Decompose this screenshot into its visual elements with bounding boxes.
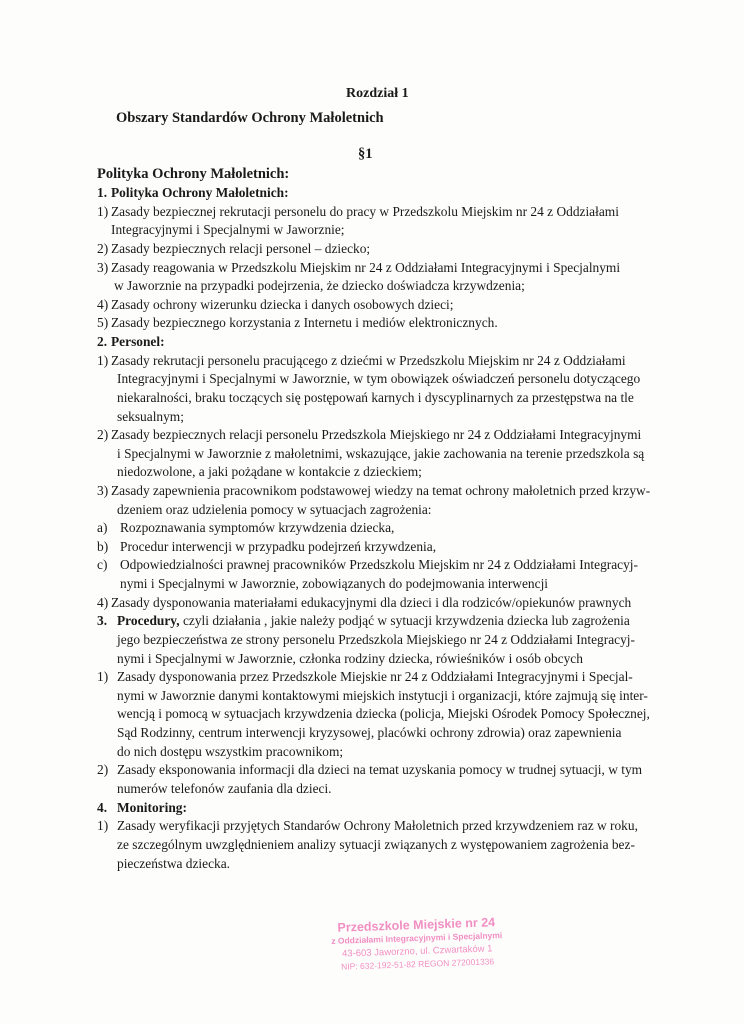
text-line	[111, 483, 650, 499]
text-line	[111, 241, 370, 257]
text-line	[117, 688, 648, 704]
text-line	[120, 539, 436, 555]
list-marker: c)	[97, 557, 108, 572]
stamp-ids: NIP: 632-192-51-82 REGON 272001336	[340, 956, 495, 972]
list-marker: 3)	[97, 260, 109, 275]
text-line	[111, 260, 620, 276]
line-text: numerów telefonów zaufania dla dzieci.	[117, 781, 332, 796]
line-text: niekaralności, braku toczących się postępowań karnych i dyscyplinarnych za przestępstwa na tle	[117, 390, 634, 405]
line-text: Zasady ochrony wizerunku dziecka i danych osobowych dzieci;	[111, 297, 454, 312]
line-text: dzeniem oraz udzielenia pomocy w sytuacjach zagrożenia:	[117, 502, 432, 517]
line-text: Zasady bezpiecznych relacji personel – dziecko;	[111, 241, 371, 256]
line-text: Zasady bezpiecznej rekrutacji personelu do pracy w Przedszkolu Miejskim nr 24 z Oddziałami	[111, 204, 619, 219]
text-line	[117, 632, 635, 648]
text-line	[117, 390, 634, 406]
line-text: Personel:	[111, 334, 165, 349]
list-marker: 2)	[97, 241, 109, 256]
text-line	[111, 315, 498, 331]
text-line	[117, 613, 630, 629]
line-text: Rozpoznawania symptomów krzywdzenia dziecka,	[120, 520, 395, 535]
stamp-address: 43-603 Jaworzno, ul. Czwartaków 1	[341, 943, 493, 960]
institution-stamp	[321, 916, 513, 975]
line-text: Integracyjnymi i Specjalnymi w Jaworznie, w tym obowiązek oświadczeń personelu dotyczącego	[117, 371, 641, 386]
text-line	[117, 818, 638, 834]
line-text: do nich dostępu wszystkim pracownikom;	[117, 744, 344, 759]
text-line	[117, 781, 332, 797]
text-line	[120, 557, 638, 573]
list-marker: 1)	[97, 669, 109, 684]
document-title: Obszary Standardów Ochrony Małoletnich	[116, 110, 384, 126]
list-marker: 2)	[97, 427, 109, 442]
list-marker: 3)	[97, 483, 109, 498]
section-title: Polityka Ochrony Małoletnich:	[97, 166, 290, 182]
text-line	[117, 464, 422, 480]
text-line	[111, 222, 345, 238]
text-line	[114, 278, 525, 294]
text-line	[120, 576, 548, 592]
line-text: Zasady eksponowania informacji dla dzieci na temat uzyskania pomocy w trudnej sytuacji, w tym	[117, 762, 643, 777]
line-text: Odpowiedzialności prawnej pracowników Przedszkolu Miejskim nr 24 z Oddziałami Integracyj-	[120, 557, 638, 572]
list-marker: a)	[97, 520, 108, 535]
text-line	[111, 297, 453, 313]
text-line	[111, 334, 165, 350]
line-text: w Jaworznie na przypadki podejrzenia, że dziecko doświadcza krzywdzenia;	[114, 278, 525, 293]
text-line	[117, 744, 343, 760]
text-line	[117, 371, 640, 387]
text-line	[117, 856, 230, 872]
line-text: Zasady reagowania w Przedszkolu Miejskim nr 24 z Oddziałami Integracyjnymi i Specjalnymi	[111, 260, 621, 275]
line-text: Integracyjnymi i Specjalnymi w Jaworznie;	[111, 222, 345, 237]
line-text: Procedury,	[117, 613, 180, 628]
paragraph-mark: §1	[358, 146, 373, 162]
line-text: nymi i Specjalnymi w Jaworznie, członka rodziny dziecka, rówieśników i osób obcych	[117, 651, 583, 666]
list-marker: 2)	[97, 762, 109, 777]
text-line	[117, 762, 642, 778]
list-marker: 4.	[97, 800, 108, 815]
line-text: Zasady dysponowania materiałami edukacyjnymi dla dzieci i dla rodziców/opiekunów prawnych	[111, 595, 632, 610]
list-marker: 2.	[97, 334, 108, 349]
line-text: Procedur interwencji w przypadku podejrzeń krzywdzenia,	[120, 539, 437, 554]
list-marker: 4)	[97, 595, 109, 610]
line-text: Zasady rekrutacji personelu pracującego z dziećmi w Przedszkolu Miejskim nr 24 z Oddziałami	[111, 353, 626, 368]
line-text: Monitoring:	[117, 800, 187, 815]
line-text: Polityka Ochrony Małoletnich:	[111, 185, 289, 200]
line-text: i Specjalnymi w Jaworznie z małoletnimi, wskazujące, jakie zachowania na terenie przedszkola są	[117, 446, 645, 461]
line-text: Zasady zapewnienia pracownikom podstawowej wiedzy na temat ochrony małoletnich przed krzyw-	[111, 483, 651, 498]
text-line	[117, 651, 583, 667]
text-line	[117, 837, 635, 853]
list-marker: b)	[97, 539, 109, 554]
line-text: wencją i pomocą w sytuacjach krzywdzenia dziecka (policja, Miejski Ośrodek Pomocy Społecznej,	[117, 706, 650, 721]
line-text: Zasady dysponowania przez Przedszkole Miejskie nr 24 z Oddziałami Integracyjnymi i Specjal-	[117, 669, 633, 684]
text-line	[117, 446, 644, 462]
text-line	[111, 353, 626, 369]
line-text: ze szczególnym uwzględnieniem analizy sytuacji związanych z występowaniem zagrożenia bez-	[117, 837, 635, 852]
line-text: Zasady bezpiecznych relacji personelu Przedszkola Miejskiego nr 24 z Oddziałami Integracyjnymi	[111, 427, 642, 442]
list-marker: 1)	[97, 818, 109, 833]
line-text: jego bezpieczeństwa ze strony personelu Przedszkola Miejskiego nr 24 z Oddziałami Integracyj-	[117, 632, 635, 647]
text-line	[117, 725, 621, 741]
text-line	[117, 669, 633, 685]
line-text: Sąd Rodzinny, centrum interwencji kryzysowej, placówki ochrony zdrowia) oraz zapewnienia	[117, 725, 622, 740]
text-line	[111, 204, 619, 220]
chapter-heading: Rozdział 1	[346, 86, 409, 101]
line-text-rest: czyli działania , jakie należy podjąć w sytuacji krzywdzenia dziecka lub zagrożenia	[179, 613, 630, 628]
line-text: pieczeństwa dziecka.	[117, 856, 231, 871]
list-marker: 1)	[97, 204, 109, 219]
list-marker: 1.	[97, 185, 108, 200]
stamp-subtitle: z Oddziałami Integracyjnymi i Specjalnymi	[331, 930, 503, 946]
text-line	[111, 185, 289, 201]
line-text: nymi w Jaworznie danymi kontaktowymi miejskich instytucji i organizacji, które zajmują się inter-	[117, 688, 648, 703]
text-line	[111, 595, 631, 611]
text-line	[117, 800, 187, 816]
list-marker: 5)	[97, 315, 109, 330]
line-text: Zasady bezpiecznego korzystania z Internetu i mediów elektronicznych.	[111, 315, 498, 330]
list-marker: 3.	[97, 613, 108, 628]
text-line	[117, 409, 184, 425]
text-line	[117, 706, 650, 722]
line-text: Zasady weryfikacji przyjętych Standarów Ochrony Małoletnich przed krzywdzeniem raz w roku,	[117, 818, 638, 833]
line-text: niedozwolone, a jaki pożądane w kontakcie z dzieckiem;	[117, 464, 422, 479]
line-text: nymi i Specjalnymi w Jaworznie, zobowiązanych do podejmowania interwencji	[120, 576, 549, 591]
list-marker: 1)	[97, 353, 109, 368]
text-line	[111, 427, 641, 443]
list-marker: 4)	[97, 297, 109, 312]
text-line	[117, 502, 432, 518]
line-text: seksualnym;	[117, 409, 184, 424]
stamp-name: Przedszkole Miejskie nr 24	[337, 915, 496, 935]
text-line	[120, 520, 394, 536]
